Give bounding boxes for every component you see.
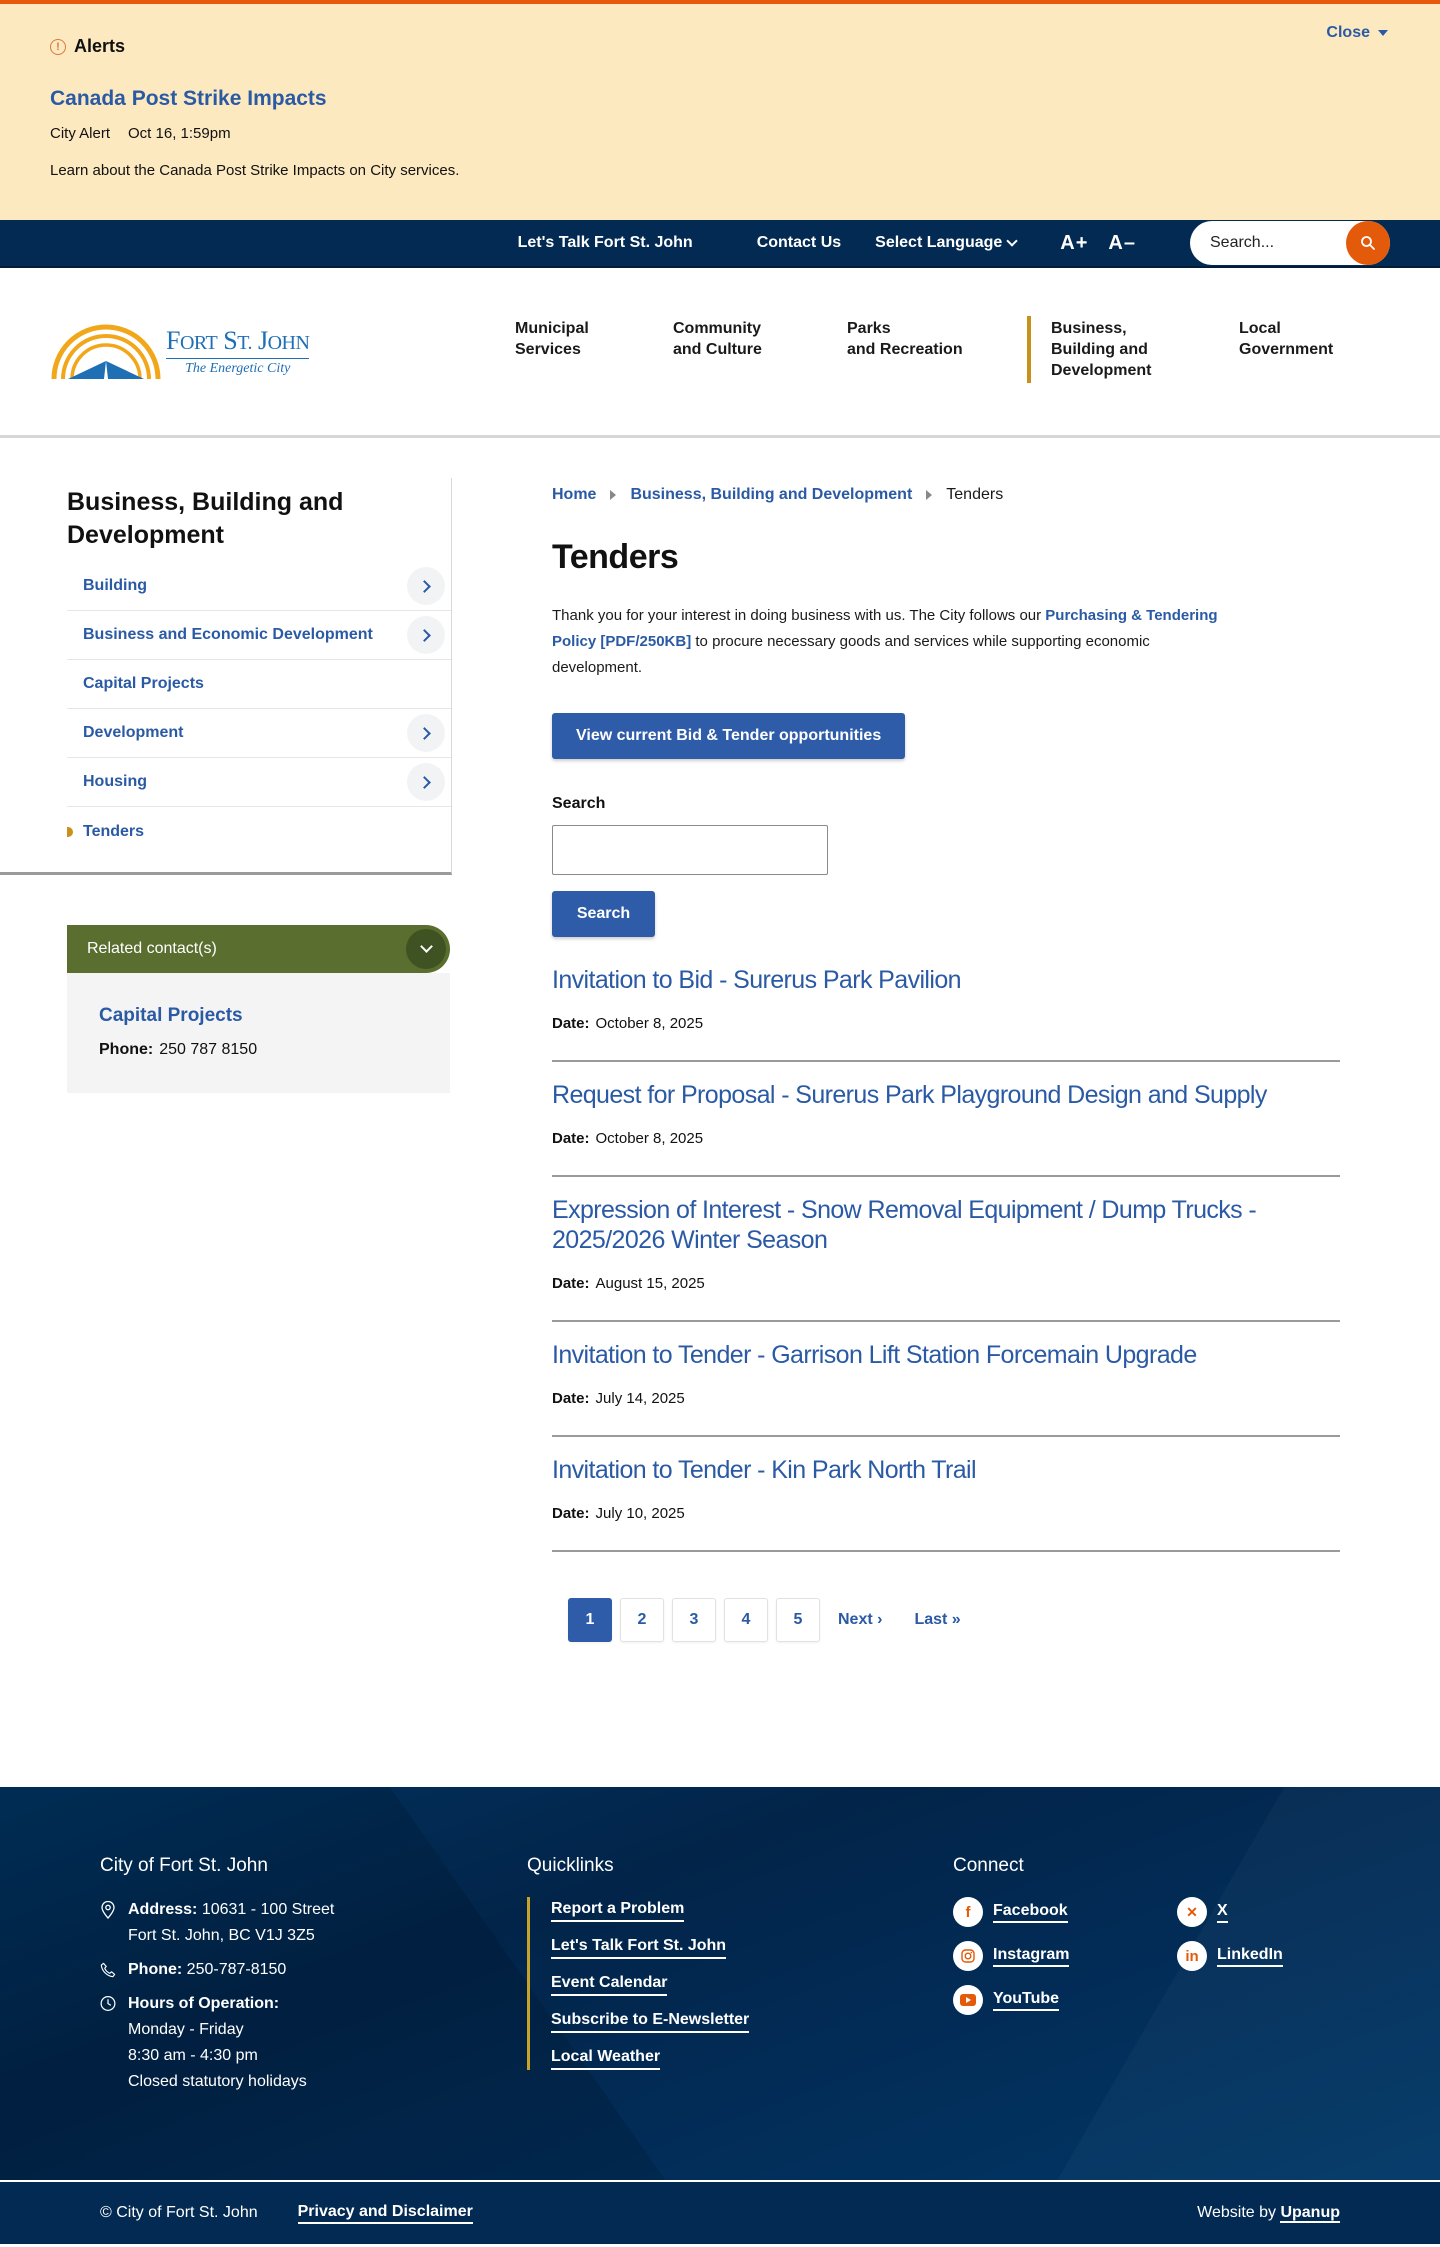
address-line2: Fort St. John, BC V1J 3Z5 [128, 1927, 315, 1944]
site-credit [1197, 2203, 1340, 2223]
utility-bar [0, 220, 1440, 268]
phone-value: 250-787-8150 [186, 1961, 287, 1978]
alert-type: City Alert [50, 125, 111, 142]
alert-label: Alerts [74, 36, 126, 56]
instagram-icon [953, 1941, 983, 1971]
nav-label: and Recreation [847, 341, 963, 358]
privacy-link[interactable]: Privacy and Disclaimer [298, 2202, 473, 2224]
expand-button[interactable] [407, 763, 445, 801]
nav-label: Government [1239, 341, 1334, 358]
linkedin-link[interactable]: LinkedIn [1217, 1945, 1283, 1967]
facebook-icon: f [953, 1897, 983, 1927]
instagram-link[interactable]: Instagram [993, 1945, 1069, 1967]
social-x [1177, 1897, 1327, 1927]
upanup-link[interactable]: Upanup [1280, 2204, 1340, 2221]
map-pin-icon [100, 1901, 116, 1919]
sidebar-link[interactable]: Capital Projects [83, 675, 204, 692]
date-value: October 8, 2025 [595, 1130, 704, 1147]
last-page-link[interactable]: Last » [914, 1611, 961, 1628]
expand-button[interactable] [407, 714, 445, 752]
date-label: Date: [552, 1015, 590, 1032]
language-select[interactable] [875, 234, 1016, 252]
related-contacts [67, 925, 450, 1093]
tender-list [552, 965, 1340, 1552]
alert-timestamp: Oct 16, 1:59pm [128, 125, 231, 142]
view-opportunities-button[interactable]: View current Bid & Tender opportunities [552, 713, 905, 759]
tender-item [552, 1062, 1340, 1177]
tender-date [552, 1275, 1340, 1292]
contact-phone-value: 250 787 8150 [159, 1041, 258, 1058]
date-label: Date: [552, 1130, 590, 1147]
youtube-link[interactable]: YouTube [993, 1989, 1059, 2011]
tender-item [552, 1322, 1340, 1437]
footer-phone [100, 1957, 334, 1983]
footer-city-title: City of Fort St. John [100, 1855, 268, 1876]
caret-down-icon [1378, 30, 1388, 36]
breadcrumb-separator-icon [610, 490, 616, 500]
page-4-button[interactable]: 4 [724, 1598, 768, 1642]
nav-label: Services [515, 341, 581, 358]
related-contacts-body [67, 973, 450, 1093]
nav-label: Business, [1051, 320, 1127, 337]
alert-title-link[interactable]: Canada Post Strike Impacts [50, 87, 327, 110]
chevron-down-icon [420, 940, 433, 953]
lets-talk-link[interactable]: Let's Talk Fort St. John [517, 234, 693, 251]
breadcrumb-separator-icon [926, 490, 932, 500]
alert-banner [0, 0, 1440, 220]
tender-date [552, 1505, 1340, 1522]
chevron-right-icon [418, 727, 431, 740]
tender-date [552, 1015, 1340, 1032]
quicklink-local-weather[interactable]: Local Weather [551, 2047, 660, 2070]
page-1-button[interactable]: 1 [568, 1598, 612, 1642]
font-decrease-button[interactable]: A– [1108, 231, 1136, 254]
tender-item [552, 1437, 1340, 1552]
tender-item [552, 1177, 1340, 1322]
nav-parks-recreation[interactable] [847, 318, 1027, 383]
phone-label: Phone: [128, 1961, 183, 1978]
footer-bottom-left [100, 2202, 473, 2224]
logo-name: FORT ST. JOHN [166, 326, 309, 359]
chevron-right-icon [418, 629, 431, 642]
footer-address [100, 1897, 334, 1949]
alert-header [50, 36, 1390, 57]
site-search [1190, 221, 1390, 265]
nav-label: and Culture [673, 341, 762, 358]
nav-local-government[interactable] [1239, 318, 1359, 383]
date-value: August 15, 2025 [595, 1275, 705, 1292]
font-increase-button[interactable]: A+ [1060, 231, 1089, 254]
related-contacts-header[interactable] [67, 925, 450, 973]
quicklinks-title: Quicklinks [527, 1855, 614, 1876]
footer-bottom-bar [0, 2180, 1440, 2244]
date-value: July 10, 2025 [595, 1505, 685, 1522]
tender-title-link[interactable]: Invitation to Tender - Kin Park North Trail [552, 1456, 976, 1484]
footer-hours [100, 1991, 334, 2095]
date-value: October 8, 2025 [595, 1015, 704, 1032]
social-youtube [953, 1985, 1177, 2015]
next-page-link[interactable]: Next › [838, 1611, 883, 1628]
logo-tagline: The Energetic City [185, 361, 291, 376]
tender-title-link[interactable]: Invitation to Bid - Surerus Park Pavilion [552, 966, 961, 994]
sidebar-link[interactable]: Business and Economic Development [83, 626, 373, 643]
social-linkedin [1177, 1941, 1327, 1971]
breadcrumb [552, 486, 1340, 504]
footer-connect-column [953, 1855, 1333, 2015]
active-indicator-icon [67, 827, 73, 837]
nav-business-building-development[interactable] [1027, 316, 1239, 383]
tender-search-input[interactable] [552, 825, 828, 875]
main-navigation [515, 318, 1359, 383]
nav-label: Building and [1051, 341, 1148, 358]
language-select-label: Select Language [875, 234, 1003, 251]
alert-description: Learn about the Canada Post Strike Impacts on City services. [50, 162, 460, 179]
search-icon [1360, 235, 1376, 251]
sidebar-item-capital-projects [67, 660, 451, 709]
tender-date [552, 1130, 1340, 1147]
expand-button[interactable] [407, 616, 445, 654]
sunrise-logo-icon [50, 321, 162, 383]
purchasing-policy-link[interactable]: Purchasing & Tendering Policy [PDF/250KB] [552, 607, 1218, 650]
quicklinks-list [527, 1897, 749, 2070]
page-5-button[interactable]: 5 [776, 1598, 820, 1642]
section-nav-title: Business, Building and Development [67, 488, 344, 549]
pagination [568, 1598, 1340, 1642]
sidebar-item-housing [67, 758, 451, 807]
sidebar-item-development [67, 709, 451, 758]
site-logo[interactable] [50, 321, 350, 383]
footer-quicklinks-column [527, 1855, 749, 2070]
tender-item [552, 965, 1340, 1062]
x-icon: ✕ [1177, 1897, 1207, 1927]
hours-days: Monday - Friday [128, 2021, 244, 2038]
related-contacts-toggle[interactable] [406, 929, 446, 969]
hours-label: Hours of Operation: [128, 1995, 280, 2012]
contact-us-link[interactable]: Contact Us [756, 234, 842, 251]
section-nav-list [67, 562, 451, 856]
social-links [953, 1897, 1333, 2015]
chevron-right-icon [418, 776, 431, 789]
alert-close-button[interactable] [1326, 24, 1388, 42]
sidebar-link[interactable]: Development [83, 724, 184, 741]
sidebar-link[interactable]: Housing [83, 773, 147, 790]
sidebar-link-active[interactable]: Tenders [83, 822, 145, 840]
breadcrumb-parent[interactable]: Business, Building and Development [630, 486, 913, 503]
contact-name: Capital Projects [99, 1005, 243, 1026]
hours-note: Closed statutory holidays [128, 2073, 307, 2090]
connect-title: Connect [953, 1855, 1024, 1876]
date-label: Date: [552, 1505, 590, 1522]
linkedin-icon: in [1177, 1941, 1207, 1971]
alert-exclamation-icon: ! [50, 39, 66, 55]
sidebar-item-tenders [67, 807, 451, 856]
youtube-icon [953, 1985, 983, 2015]
footer-contact-column [100, 1855, 334, 2103]
social-facebook [953, 1897, 1177, 1927]
intro-text-part: to procure necessary goods and services while supporting economic development. [552, 633, 1150, 676]
x-link[interactable]: X [1217, 1901, 1228, 1923]
quicklink-report-problem[interactable]: Report a Problem [551, 1899, 684, 1922]
sidebar [0, 478, 452, 1093]
address-line1: 10631 - 100 Street [201, 1901, 335, 1918]
intro-text-part: Thank you for your interest in doing business with us. The City follows our [552, 607, 1046, 624]
contact-phone [99, 1041, 418, 1059]
nav-label: Development [1051, 362, 1152, 379]
page-3-button[interactable]: 3 [672, 1598, 716, 1642]
site-search-input[interactable] [1210, 234, 1330, 252]
phone-icon [100, 1961, 116, 1979]
quicklink-newsletter[interactable]: Subscribe to E-Newsletter [551, 2010, 749, 2033]
expand-button[interactable] [407, 567, 445, 605]
nav-label: Local [1239, 320, 1281, 337]
quicklink-event-calendar[interactable]: Event Calendar [551, 1973, 667, 1996]
alert-close-label: Close [1326, 24, 1370, 41]
tender-title-link[interactable]: Expression of Interest - Snow Removal Equipment / Dump Trucks - 2025/2026 Winter Season [552, 1196, 1257, 1254]
breadcrumb-current: Tenders [946, 486, 1004, 503]
nav-label: Municipal [515, 320, 589, 337]
tender-search-button[interactable]: Search [552, 891, 655, 937]
intro-text [552, 603, 1232, 681]
hours-time: 8:30 am - 4:30 pm [128, 2047, 258, 2064]
date-label: Date: [552, 1390, 590, 1407]
section-nav [0, 478, 452, 875]
nav-label: Community [673, 320, 761, 337]
breadcrumb-home[interactable]: Home [552, 486, 597, 503]
site-footer [0, 1787, 1440, 2180]
sidebar-link[interactable]: Building [83, 577, 147, 594]
facebook-link[interactable]: Facebook [993, 1901, 1068, 1923]
nav-label: Parks [847, 320, 891, 337]
contact-phone-label: Phone: [99, 1041, 154, 1058]
tender-date [552, 1390, 1340, 1407]
tender-title-link[interactable]: Request for Proposal - Surerus Park Playground Design and Supply [552, 1081, 1267, 1109]
sidebar-item-business-economic-development [67, 611, 451, 660]
tender-title-link[interactable]: Invitation to Tender - Garrison Lift Station Forcemain Upgrade [552, 1341, 1197, 1369]
alert-meta [50, 125, 1390, 142]
address-label: Address: [128, 1901, 198, 1918]
page-title: Tenders [552, 538, 679, 576]
copyright: © City of Fort St. John [100, 2204, 258, 2221]
chevron-right-icon [418, 580, 431, 593]
related-contacts-title: Related contact(s) [87, 940, 217, 957]
main-content [552, 486, 1340, 1642]
social-instagram [953, 1941, 1177, 1971]
date-label: Date: [552, 1275, 590, 1292]
logo-text [166, 326, 309, 377]
quicklink-lets-talk[interactable]: Let's Talk Fort St. John [551, 1936, 726, 1959]
nav-community-culture[interactable] [673, 318, 847, 383]
credit-prefix: Website by [1197, 2204, 1281, 2221]
page-content [0, 438, 1440, 1787]
nav-municipal-services[interactable] [515, 318, 673, 383]
site-header [0, 268, 1440, 438]
clock-icon [100, 1995, 116, 2012]
sidebar-item-building [67, 562, 451, 611]
footer-contact-info [100, 1897, 334, 2095]
site-search-button[interactable] [1346, 221, 1390, 265]
chevron-down-icon [1007, 235, 1018, 246]
page-2-button[interactable]: 2 [620, 1598, 664, 1642]
tender-search-label: Search [552, 795, 606, 812]
date-value: July 14, 2025 [595, 1390, 685, 1407]
